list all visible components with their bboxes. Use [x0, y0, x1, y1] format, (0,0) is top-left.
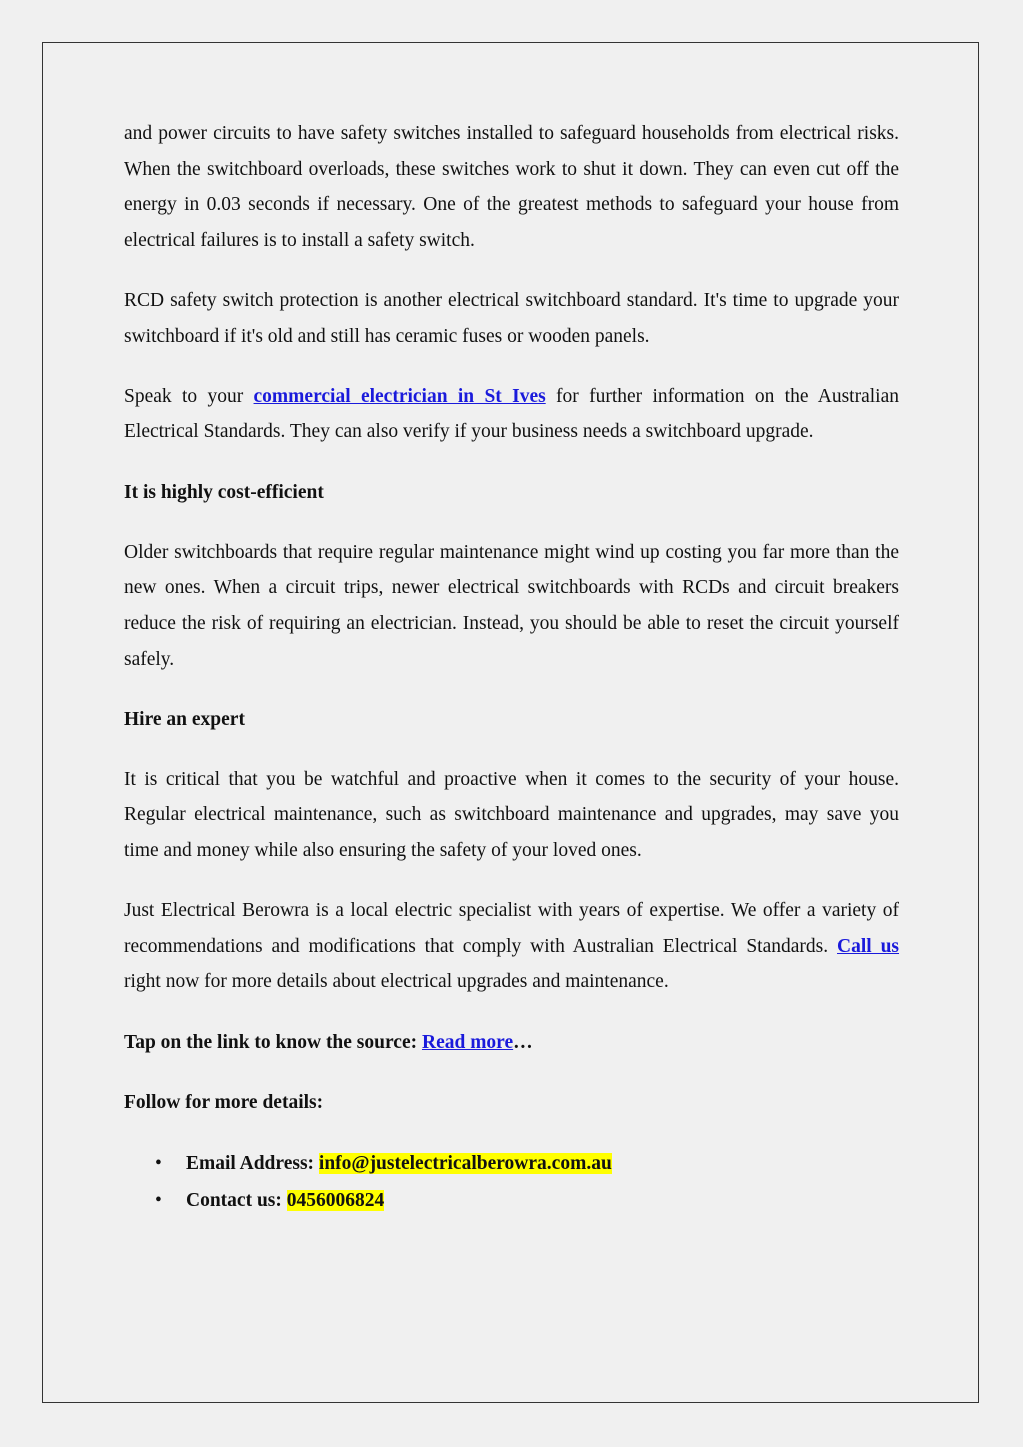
paragraph-text: right now for more details about electrical upgrades and maintenance. — [124, 971, 669, 993]
paragraph-text: Just Electrical Berowra is a local electric specialist with years of expertise. We offer a variety of recommendations and modifications that comply with Australian Electrical Standards. — [124, 900, 899, 957]
commercial-electrician-link[interactable]: commercial electrician in St Ives — [253, 385, 546, 407]
read-more-link[interactable]: Read more — [421, 1031, 514, 1053]
paragraph-rcd-protection: RCD safety switch protection is another electrical switchboard standard. It's time to upgrade your switchboard if it's old and still has ceramic fuses or wooden panels. — [124, 289, 899, 347]
heading-hire-expert: Hire an expert — [124, 708, 245, 730]
phone-label: Contact us: — [186, 1190, 287, 1211]
email-label: Email Address: — [186, 1153, 319, 1174]
contact-list — [124, 1145, 899, 1219]
list-item-phone — [124, 1182, 899, 1219]
email-value[interactable]: info@justelectricalberowra.com.au — [318, 1153, 612, 1174]
paragraph-speak-electrician — [124, 379, 899, 450]
heading-cost-efficient: It is highly cost-efficient — [124, 481, 324, 503]
paragraph-text: Speak to your — [124, 385, 254, 407]
paragraph-older-switchboards: Older switchboards that require regular maintenance might wind up costing you far more than the new ones. When a circuit trips, newer electrical switchboards with RCDs and circuit breakers reduce the risk of requiring an electrician. Instead, you should be able to reset the circuit yourself safely. — [124, 541, 899, 670]
document-body — [124, 116, 899, 1219]
paragraph-watchful: It is critical that you be watchful and proactive when it comes to the security of your house. Regular electrical maintenance, such as switchboard maintenance and upgrades, may save you time and money while also ensuring the safety of your loved ones. — [124, 768, 899, 862]
source-label: Tap on the link to know the source: — [124, 1031, 422, 1053]
paragraph-safety-switches: and power circuits to have safety switches installed to safeguard households from electrical risks. When the switchboard overloads, these switches work to shut it down. They can even cut off the energy in 0.03 seconds if necessary. One of the greatest methods to safeguard your house from electrical failures is to install a safety switch. — [124, 123, 899, 251]
paragraph-text: for further information on the Australian Electrical Standards. They can also verify if your business needs a switchboard upgrade. — [124, 385, 899, 443]
bullet-icon: • — [155, 1190, 162, 1211]
list-item-email — [124, 1145, 899, 1182]
ellipsis: … — [513, 1031, 533, 1053]
bullet-icon: • — [155, 1153, 162, 1174]
follow-heading: Follow for more details: — [124, 1091, 324, 1113]
call-us-link[interactable]: Call us — [837, 935, 900, 957]
phone-value[interactable]: 0456006824 — [286, 1190, 385, 1211]
source-line — [124, 1025, 899, 1061]
paragraph-just-electrical — [124, 893, 899, 1000]
